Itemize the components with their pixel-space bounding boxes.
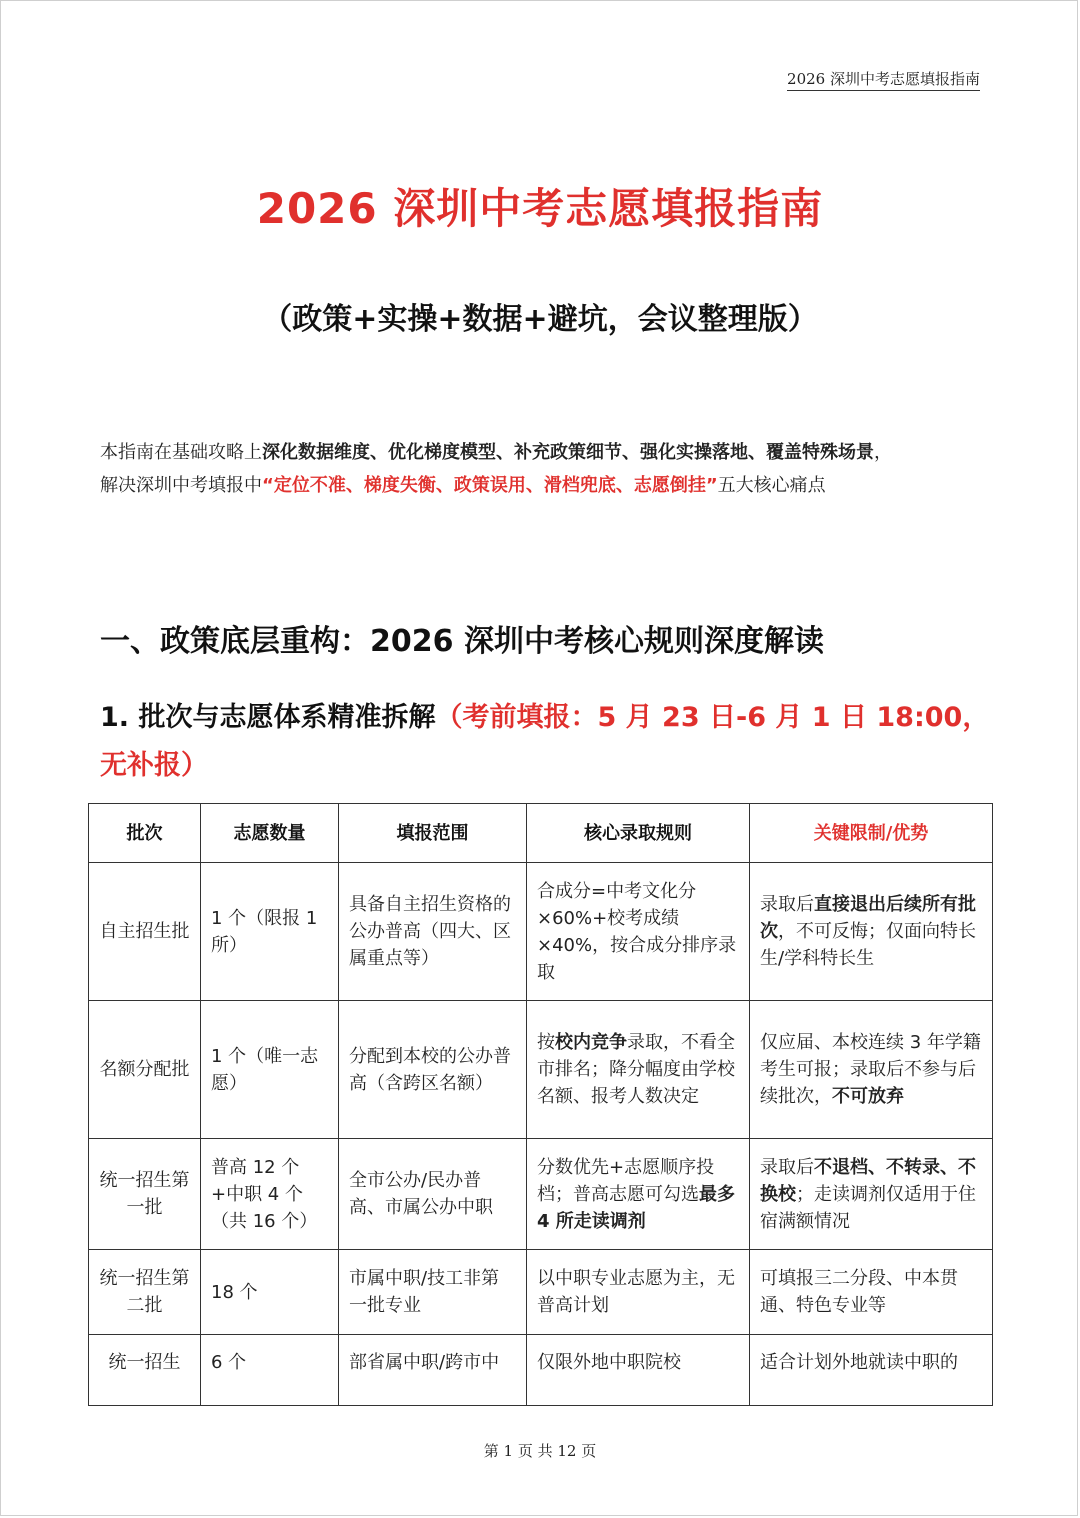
table-row (89, 863, 993, 1001)
limit-text: ，不可反悔；仅面向特长生/学科特长生 (760, 921, 976, 969)
intro-pain-points: “定位不准、梯度失衡、政策误用、滑档兜底、志愿倒挂” (262, 475, 718, 496)
rule-text: 按 (537, 1032, 555, 1053)
cell-count: 6 个 (201, 1335, 339, 1406)
intro-text: 五大核心痛点 (717, 475, 826, 496)
intro-paragraph (100, 436, 980, 502)
cell-scope: 具备自主招生资格的公办普高（四大、区属重点等） (339, 863, 527, 1001)
table-row (89, 1139, 993, 1250)
rule-emphasis: 最多 4 所走读调剂 (537, 1183, 735, 1232)
subsection-note: （考前填报：5 月 23 日-6 月 1 日 18:00，无补报） (100, 702, 990, 781)
intro-text: 解决深圳中考填报中 (100, 475, 262, 496)
limit-emphasis: 不可放弃 (832, 1086, 904, 1107)
limit-text: 录取后 (760, 1156, 814, 1178)
batch-table (88, 803, 993, 1406)
limit-text: 录取后 (760, 894, 814, 915)
intro-line-1 (100, 436, 980, 469)
table-header: 批次 (89, 804, 201, 863)
cell-batch: 统一招生 (89, 1335, 201, 1406)
section-heading: 一、政策底层重构：2026 深圳中考核心规则深度解读 (100, 624, 824, 659)
cell-batch: 统一招生第一批 (89, 1139, 201, 1250)
cell-limit: 适合计划外地就读中职的 (750, 1335, 993, 1406)
table-row (89, 1250, 993, 1335)
table-header: 填报范围 (339, 804, 527, 863)
table-header: 核心录取规则 (527, 804, 750, 863)
cell-count: 1 个（限报 1 所） (201, 863, 339, 1001)
intro-emphasis: 深化数据维度、优化梯度模型、补充政策细节、强化实操落地、覆盖特殊场景 (262, 442, 874, 463)
page-title: 2026 深圳中考志愿填报指南 (256, 184, 824, 233)
cell-scope: 市属中职/技工非第一批专业 (339, 1250, 527, 1335)
subsection-title: 1. 批次与志愿体系精准拆解 (100, 702, 436, 733)
rule-text: 分数优先+志愿顺序投档；普高志愿可勾选 (537, 1156, 715, 1205)
table-header: 关键限制/优势 (750, 804, 993, 863)
cell-rule: 仅限外地中职院校 (527, 1335, 750, 1406)
cell-count: 1 个（唯一志愿） (201, 1001, 339, 1139)
limit-text: ；走读调剂仅适用于住宿满额情况 (760, 1183, 976, 1232)
page-subtitle: （政策+实操+数据+避坑，会议整理版） (262, 302, 818, 337)
cell-rule (527, 1001, 750, 1139)
cell-rule (527, 1139, 750, 1250)
cell-rule: 以中职专业志愿为主，无普高计划 (527, 1250, 750, 1335)
limit-emphasis: 直接退出后续所有批次 (760, 894, 976, 942)
intro-text: ， (874, 442, 892, 463)
limit-emphasis: 不退档、不转录、不换校 (760, 1156, 976, 1205)
table-header-row (89, 804, 993, 863)
limit-text: 仅应届、本校连续 3 年学籍考生可报；录取后不参与后续批次， (760, 1032, 981, 1107)
cell-scope: 全市公办/民办普高、市属公办中职 (339, 1139, 527, 1250)
running-header: 2026 深圳中考志愿填报指南 (787, 68, 980, 91)
cell-limit (750, 1001, 993, 1139)
rule-emphasis: 校内竞争 (555, 1032, 627, 1053)
table-header: 志愿数量 (201, 804, 339, 863)
table-row (89, 1335, 993, 1406)
cell-batch: 自主招生批 (89, 863, 201, 1001)
cell-batch: 名额分配批 (89, 1001, 201, 1139)
cell-limit: 可填报三二分段、中本贯通、特色专业等 (750, 1250, 993, 1335)
intro-line-2 (100, 469, 980, 502)
cell-limit (750, 1139, 993, 1250)
cell-count: 普高 12 个+中职 4 个（共 16 个） (201, 1139, 339, 1250)
intro-text: 本指南在基础攻略上 (100, 442, 262, 463)
cell-count: 18 个 (201, 1250, 339, 1335)
cell-batch: 统一招生第二批 (89, 1250, 201, 1335)
page-number: 第 1 页 共 12 页 (483, 1442, 597, 1460)
cell-rule: 合成分=中考文化分×60%+校考成绩×40%，按合成分排序录取 (527, 863, 750, 1001)
cell-limit (750, 863, 993, 1001)
cell-scope: 部省属中职/跨市中 (339, 1335, 527, 1406)
cell-scope: 分配到本校的公办普高（含跨区名额） (339, 1001, 527, 1139)
table-row (89, 1001, 993, 1139)
subsection-heading (100, 694, 1000, 790)
rule-text: 录取，不看全市排名；降分幅度由学校名额、报考人数决定 (537, 1032, 735, 1107)
